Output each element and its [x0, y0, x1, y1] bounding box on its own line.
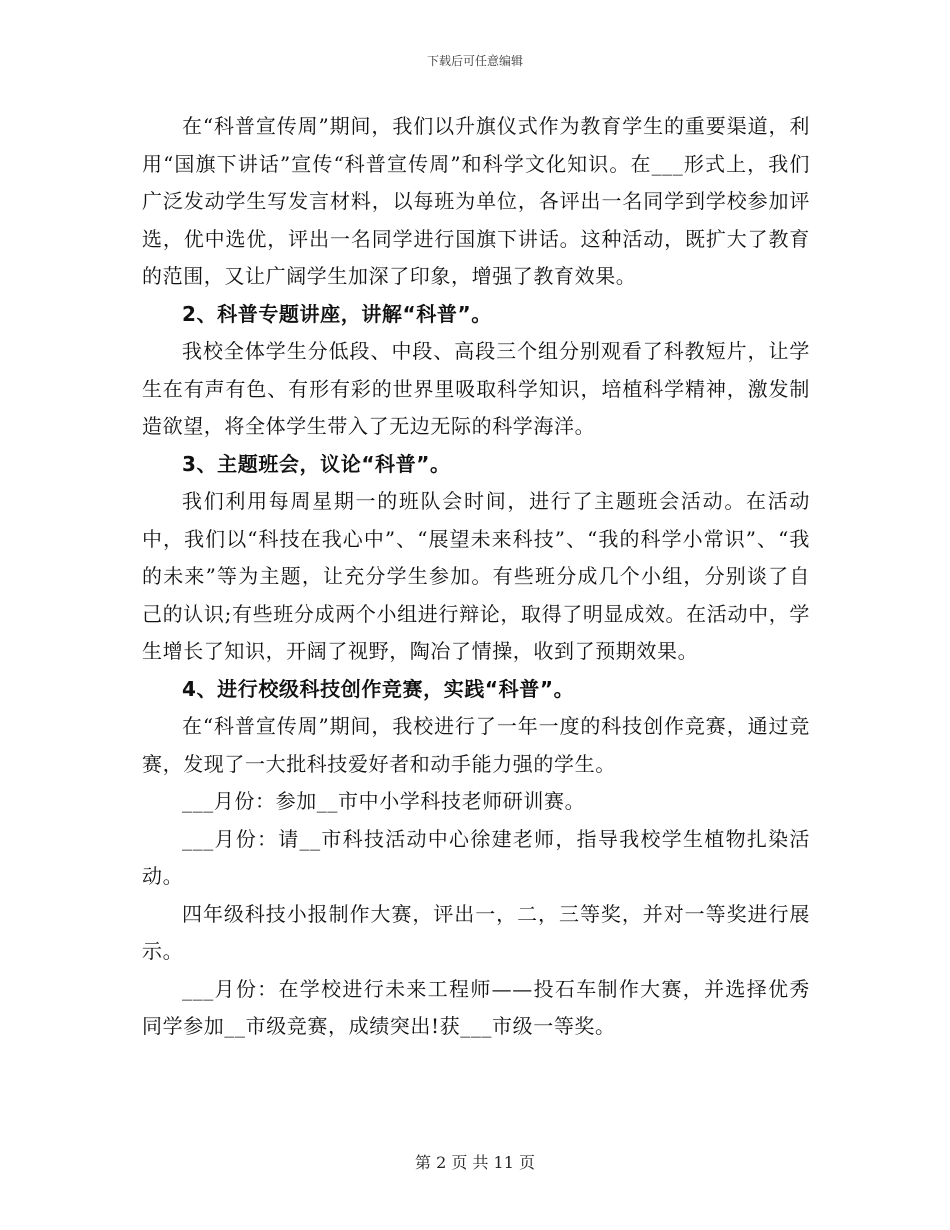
paragraph-competition: 在“科普宣传周”期间，我校进行了一年一度的科技创作竞赛，通过竞赛，发现了一大批科技爱好者和动手能力强的学生。 [142, 714, 810, 776]
section-heading-lecture: 2、科普专题讲座，讲解“科普”。 [182, 301, 492, 326]
paragraph-month-dyeing: ___月份：请__市科技活动中心徐建老师，指导我校学生植物扎染活动。 [142, 826, 810, 888]
paragraph-month-training: ___月份：参加__市中小学科技老师研训赛。 [182, 789, 586, 813]
paragraph-class-meeting: 我们利用每周星期一的班队会时间，进行了主题班会活动。在活动中，我们以“科技在我心中”、“展望未来科技”、“我的科学小常识”、“我的未来”等为主题，让充分学生参加。有些班分成几个小组，分别谈了自己的认识;有些班分成两个小组进行辩论，取得了明显成效。在活动中，学生增长了知识，开阔了视野，陶冶了情操，收到了预期效果。 [142, 489, 810, 663]
paragraph-newspaper-contest: 四年级科技小报制作大赛，评出一，二，三等奖，并对一等奖进行展示。 [142, 901, 810, 963]
section-heading-class-meeting: 3、主题班会，议论“科普”。 [182, 451, 451, 476]
paragraph-month-catapult: ___月份：在学校进行未来工程师——投石车制作大赛，并选择优秀同学参加__市级竞赛，成绩突出!获___市级一等奖。 [142, 976, 810, 1038]
page-number: 第 2 页 共 11 页 [415, 1153, 535, 1172]
paragraph-flag-ceremony: 在“科普宣传周”期间，我们以升旗仪式作为教育学生的重要渠道，利用“国旗下讲话”宣传“科普宣传周”和科学文化知识。在___形式上，我们广泛发动学生写发言材料，以每班为单位，各评出一名同学到学校参加评选，优中选优，评出一名同学进行国旗下讲话。这种活动，既扩大了教育的范围，又让广阔学生加深了印象，增强了教育效果。 [142, 114, 810, 288]
paragraph-lecture: 我校全体学生分低段、中段、高段三个组分别观看了科教短片，让学生在有声有色、有形有彩的世界里吸取科学知识，培植科学精神，激发制造欲望，将全体学生带入了无边无际的科学海洋。 [142, 339, 810, 438]
document-body [142, 108, 810, 1046]
page-header: 下载后可任意编辑 [426, 54, 523, 68]
section-heading-competition: 4、进行校级科技创作竞赛，实践“科普”。 [182, 676, 575, 701]
